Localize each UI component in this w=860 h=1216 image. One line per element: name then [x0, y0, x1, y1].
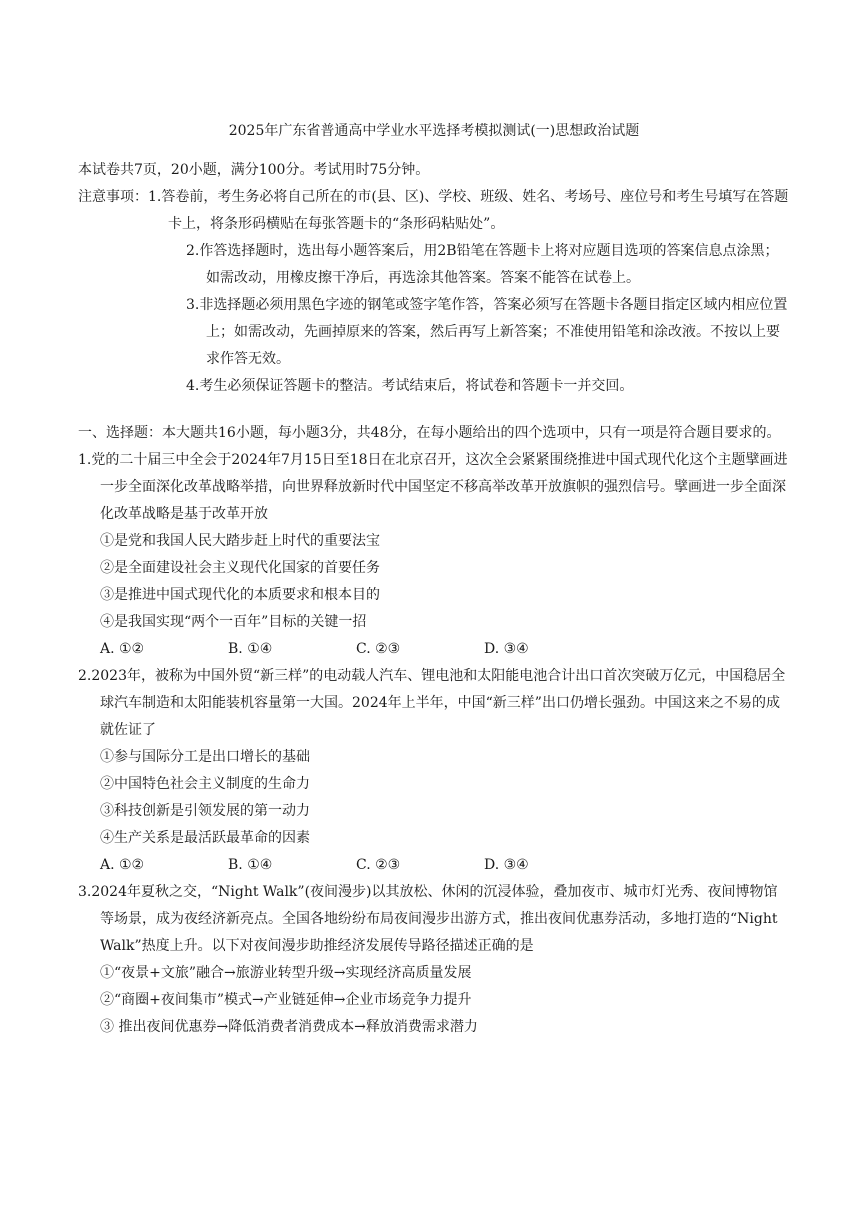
choice-b: B. ①④: [228, 857, 273, 873]
statement-option: ②“商圈+夜间集市”模式→产业链延伸→企业市场竞争力提升: [100, 992, 472, 1008]
statement-option: ④生产关系是最活跃最革命的因素: [100, 830, 310, 846]
question-stem: 2.2023年，被称为中国外贸“新三样”的电动载人汽车、锂电池和太阳能电池合计出口首次突破万亿元，中国稳居全球汽车制造和太阳能装机容量第一大国。2024年上半年，中国“新三样”出口仍增长强劲。中国这来之不易的成就佐证了: [78, 668, 786, 738]
statement-option: ③科技创新是引领发展的第一动力: [100, 803, 310, 819]
notes-continued: [78, 238, 790, 400]
statement-option: ①参与国际分工是出口增长的基础: [100, 749, 310, 765]
section-heading: 一、选择题：本大题共16小题，每小题3分，共48分，在每小题给出的四个选项中，只有一项是符合题目要求的。: [78, 425, 781, 441]
choice-a: A. ①②: [100, 857, 145, 873]
statement-option: ④是我国实现“两个一百年”目标的关键一招: [100, 614, 367, 630]
choice-c: C. ②③: [356, 857, 401, 873]
choice-a: A. ①②: [100, 641, 145, 657]
note-item: 4.考生必须保证答题卡的整洁。考试结束后，将试卷和答题卡一并交回。: [186, 378, 634, 394]
choice-d: D. ③④: [484, 857, 529, 873]
question-3: [78, 879, 790, 1041]
choice-d: D. ③④: [484, 641, 529, 657]
note-item: 2.作答选择题时，选出每小题答案后，用2B铅笔在答题卡上将对应题目选项的答案信息点涂黑；如需改动，用橡皮擦干净后，再选涂其他答案。答案不能答在试卷上。: [186, 243, 779, 286]
statement-option: ①是党和我国人民大踏步赶上时代的重要法宝: [100, 533, 380, 549]
statement-option: ③ 推出夜间优惠券→降低消费者消费成本→释放消费需求潜力: [100, 1019, 478, 1035]
notes-list: [148, 184, 790, 238]
page-title: 2025年广东省普通高中学业水平选择考模拟测试(一)思想政治试题: [228, 123, 640, 139]
statement-option: ①“夜景+文旅”融合→旅游业转型升级→实现经济高质量发展: [100, 965, 472, 981]
statement-option: ②是全面建设社会主义现代化国家的首要任务: [100, 560, 380, 576]
answer-choices: [78, 852, 790, 879]
question-2: [78, 663, 790, 879]
notes-block: [78, 184, 790, 238]
intro-text: 本试卷共7页，20小题，满分100分。考试用时75分钟。: [78, 162, 430, 178]
note-item: 3.非选择题必须用黑色字迹的钢笔或签字笔作答，答案必须写在答题卡各题目指定区域内相应位置上；如需改动，先画掉原来的答案，然后再写上新答案；不准使用铅笔和涂改液。不按以上要求作答无效。: [186, 297, 788, 367]
statement-option: ②中国特色社会主义制度的生命力: [100, 776, 310, 792]
note-item: 1.答卷前，考生务必将自己所在的市(县、区)、学校、班级、姓名、考场号、座位号和考生号填写在答题卡上，将条形码横贴在每张答题卡的“条形码粘贴处”。: [148, 189, 789, 232]
question-stem: 1.党的二十届三中全会于2024年7月15日至18日在北京召开，这次全会紧紧围绕推进中国式现代化这个主题擘画进一步全面深化改革战略举措，向世界释放新时代中国坚定不移高举改革开放旗帜的强烈信号。擘画进一步全面深化改革战略是基于改革开放: [78, 452, 788, 522]
choice-b: B. ①④: [228, 641, 273, 657]
statement-option: ③是推进中国式现代化的本质要求和根本目的: [100, 587, 380, 603]
answer-choices: [78, 636, 790, 663]
choice-c: C. ②③: [356, 641, 401, 657]
notes-label: 注意事项：: [78, 189, 148, 205]
question-1: [78, 447, 790, 663]
question-stem: 3.2024年夏秋之交，“Night Walk”(夜间漫步)以其放松、休闲的沉浸体验，叠加夜市、城市灯光秀、夜间博物馆等场景，成为夜经济新亮点。全国各地纷纷布局夜间漫步出游方式，推出夜间优惠券活动，多地打造的“Night Walk”热度上升。以下对夜间漫步助推经济发展传导路径描述正确的是: [78, 884, 778, 954]
